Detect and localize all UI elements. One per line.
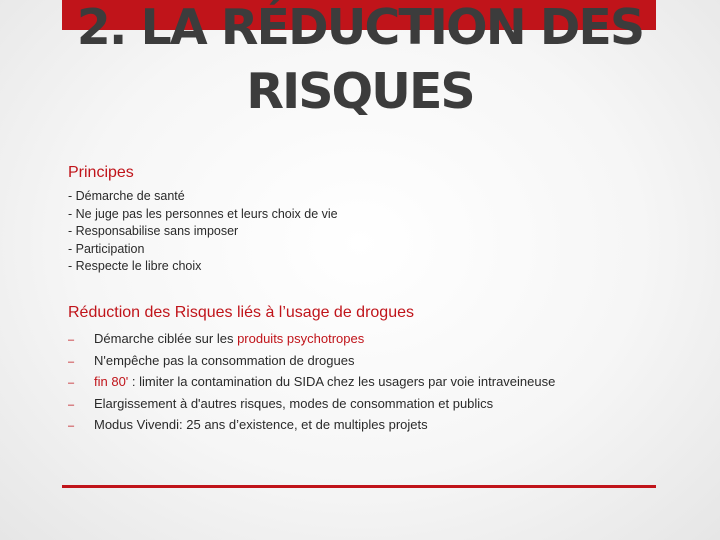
harm-reduction-item: [68, 414, 555, 436]
harm-reduction-item: [68, 350, 555, 372]
principle-item: - Démarche de santé: [68, 189, 185, 203]
item-text-after: : limiter la contamination du SIDA chez les usagers par voie intraveineuse: [128, 374, 556, 389]
harm-reduction-heading: Réduction des Risques liés à l’usage de drogues: [68, 304, 414, 321]
harm-reduction-list: [68, 328, 555, 436]
principle-item: - Participation: [68, 241, 145, 256]
slide-title-line-2: RISQUES: [246, 63, 474, 120]
item-text: Démarche ciblée sur les: [94, 331, 238, 346]
item-text: N'empêche pas la consommation de drogues: [94, 352, 355, 368]
dash-bullet: –: [68, 377, 75, 389]
principle-item: - Responsabilise sans imposer: [68, 224, 239, 238]
item-highlight: fin 80': [94, 374, 129, 389]
item-text: Elargissement à d'autres risques, modes de consommation et publics: [94, 395, 494, 411]
item-highlight: produits psychotropes: [237, 331, 365, 346]
dash-bullet: –: [68, 398, 75, 411]
dash-bullet: –: [68, 355, 75, 368]
dash-bullet: –: [68, 420, 75, 432]
slide-title-line-1: 2. LA RÉDUCTION DES: [76, 0, 644, 56]
principles-heading: Principes: [68, 164, 134, 181]
item-text: Modus Vivendi: 25 ans d’existence, et de multiples projets: [94, 417, 428, 432]
principles-list: [68, 188, 338, 276]
harm-reduction-item: [68, 371, 555, 393]
dash-bullet: –: [68, 334, 75, 346]
bottom-accent-line: [62, 485, 656, 488]
harm-reduction-item: [68, 393, 555, 415]
principle-item: - Respecte le libre choix: [68, 259, 202, 273]
harm-reduction-item: [68, 328, 555, 350]
slide-title: [40, 0, 680, 124]
principle-item: - Ne juge pas les personnes et leurs choix de vie: [68, 206, 338, 221]
